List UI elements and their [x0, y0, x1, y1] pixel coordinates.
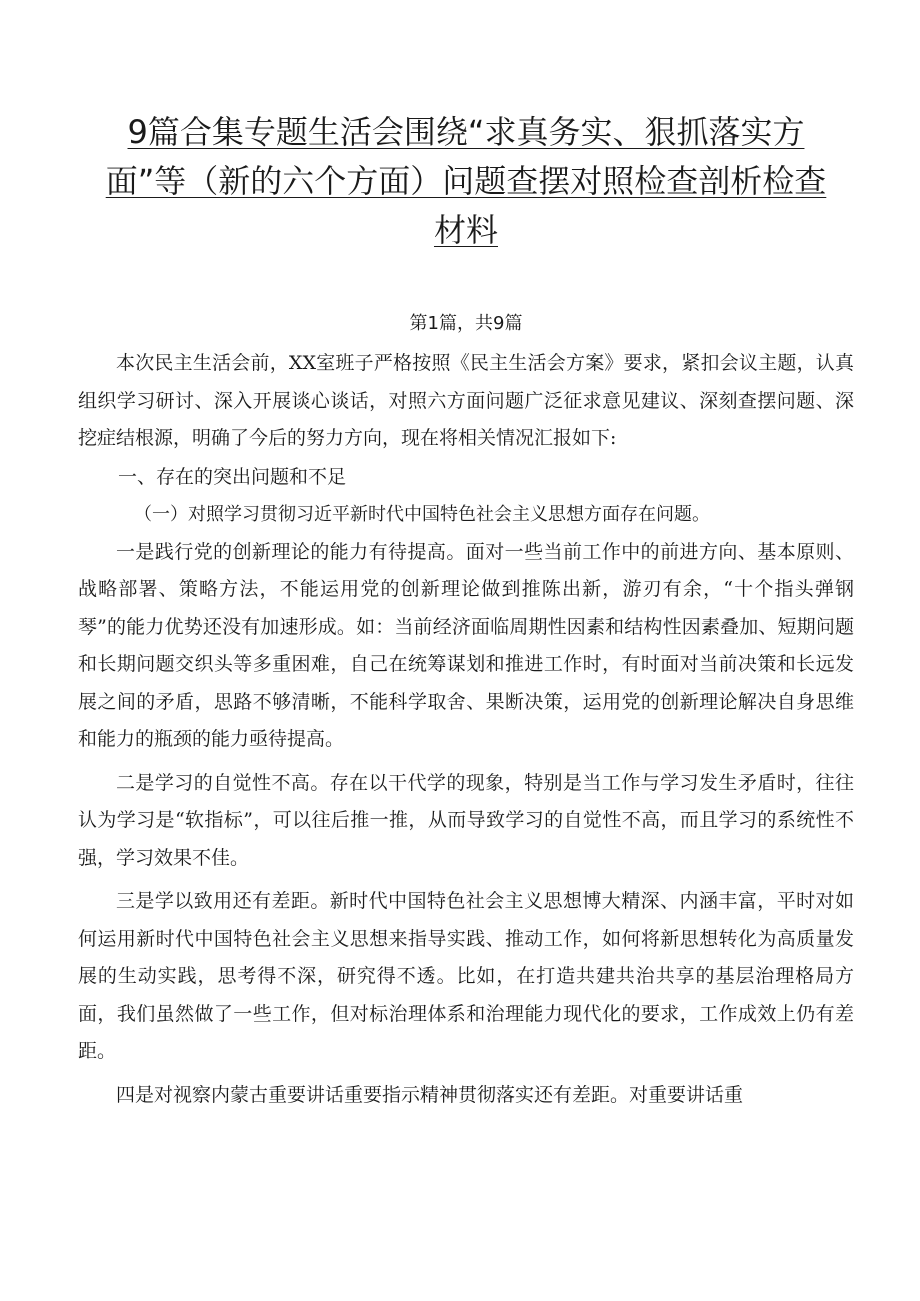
body-paragraph-2: 二是学习的自觉性不高。存在以干代学的现象，特别是当工作与学习发生矛盾时，往往认为学习是“软指标”，可以往后推一推，从而导致学习的自觉性不高，而且学习的系统性不强，学习效果不佳。	[78, 771, 854, 869]
title-line-2: 面”等（新的六个方面）问题查摆对照检查剖析检查	[105, 162, 827, 200]
document-page	[78, 108, 854, 1114]
subsection-heading: （一）对照学习贯彻习近平新时代中国特色社会主义思想方面存在问题。	[134, 503, 710, 525]
title-line-1: 9篇合集专题生活会围绕“求真务实、狠抓落实方	[127, 113, 805, 151]
body-paragraph-1: 一是践行党的创新理论的能力有待提高。面对一些当前工作中的前进方向、基本原则、战略部署、策略方法，不能运用党的创新理论做到推陈出新，游刃有余，“十个指头弹钢琴”的能力优势还没有加速形成。如：当前经济面临周期性因素和结构性因素叠加、短期问题和长期问题交织头等多重困难，自己在统筹谋划和推进工作时，有时面对当前决策和长远发展之间的矛盾，思路不够清晰，不能科学取舍、果断决策，运用党的创新理论解决自身思维和能力的瓶颈的能力亟待提高。	[78, 540, 854, 750]
section-heading: 一、存在的突出问题和不足	[118, 465, 347, 488]
document-title	[78, 108, 854, 255]
body-paragraph-4: 四是对视察内蒙古重要讲话重要指示精神贯彻落实还有差距。对重要讲话重	[116, 1083, 744, 1106]
part-label: 第1篇，共9篇	[409, 313, 523, 334]
title-line-3: 材料	[433, 211, 498, 249]
intro-paragraph: 本次民主生活会前，XX室班子严格按照《民主生活会方案》要求，紧扣会议主题，认真组织学习研讨、深入开展谈心谈话，对照六方面问题广泛征求意见建议、深刻查摆问题、深挖症结根源，明确了今后的努力方向，现在将相关情况汇报如下:	[78, 352, 854, 449]
body-paragraph-3: 三是学以致用还有差距。新时代中国特色社会主义思想博大精深、内涵丰富，平时对如何运用新时代中国特色社会主义思想来指导实践、推动工作，如何将新思想转化为高质量发展的生动实践，思考得不深，研究得不透。比如，在打造共建共治共享的基层治理格局方面，我们虽然做了一些工作，但对标治理体系和治理能力现代化的要求，工作成效上仍有差距。	[78, 890, 854, 1062]
